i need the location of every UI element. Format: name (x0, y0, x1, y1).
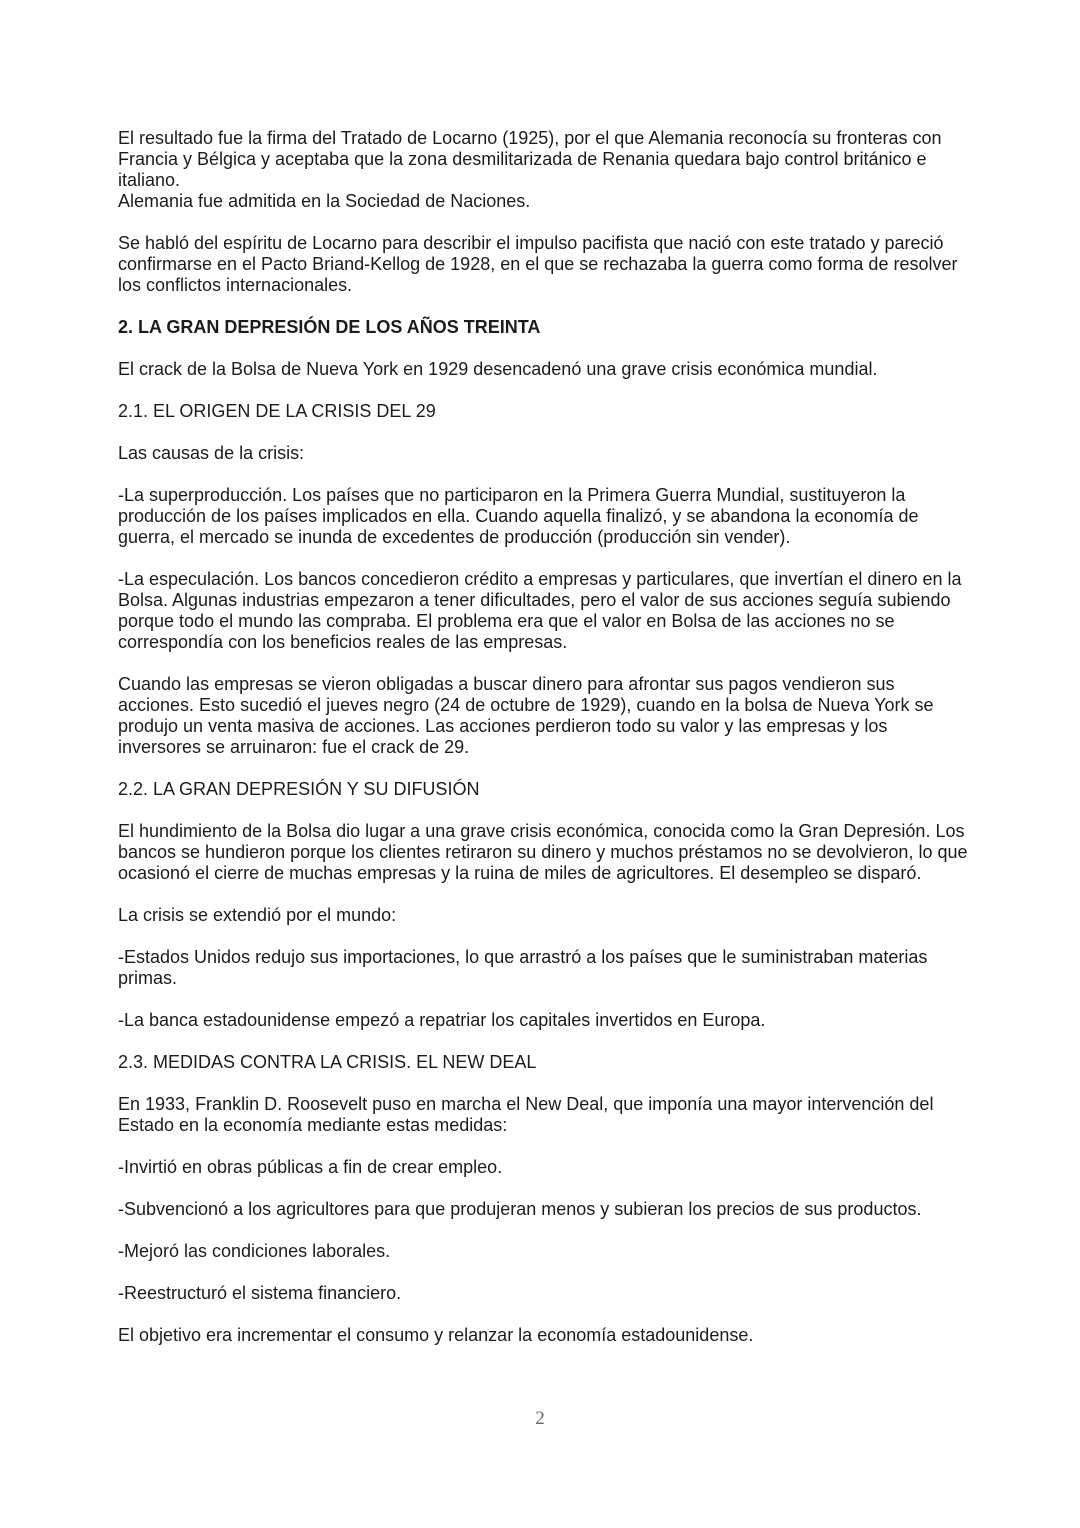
subsection-heading-origin: 2.1. EL ORIGEN DE LA CRISIS DEL 29 (118, 401, 436, 421)
paragraph-public-works: -Invirtió en obras públicas a fin de crear empleo. (118, 1157, 503, 1177)
paragraph-crack-intro: El crack de la Bolsa de Nueva York en 1929 desencadenó una grave crisis económica mundial. (118, 359, 878, 379)
paragraph-imports: -Estados Unidos redujo sus importaciones, lo que arrastró a los países que le suministraban materias primas. (118, 947, 928, 988)
document-page (118, 128, 968, 1367)
paragraph-black-thursday: Cuando las empresas se vieron obligadas a buscar dinero para afrontar sus pagos vendieron sus acciones. Esto sucedió el jueves negro (24 de octubre de 1929), cuando en la bolsa de Nueva York se produjo un venta masiva de acciones. Las acciones perdieron todo su valor y las empresas y los inversores se arruinaron: fue el crack de 29. (118, 674, 934, 757)
paragraph-roosevelt: En 1933, Franklin D. Roosevelt puso en marcha el New Deal, que imponía una mayor intervención del Estado en la economía mediante estas medidas: (118, 1094, 934, 1135)
paragraph-league-of-nations: Alemania fue admitida en la Sociedad de Naciones. (118, 191, 531, 211)
paragraph-farmers: -Subvencionó a los agricultores para que produjeran menos y subieran los precios de sus productos. (118, 1199, 922, 1219)
paragraph-locarno-spirit: Se habló del espíritu de Locarno para describir el impulso pacifista que nació con este tratado y pareció confirmarse en el Pacto Briand-Kellog de 1928, en el que se rechazaba la guerra como forma de resolver los conflictos internacionales. (118, 233, 958, 295)
subsection-heading-new-deal: 2.3. MEDIDAS CONTRA LA CRISIS. EL NEW DEAL (118, 1052, 537, 1072)
paragraph-labor: -Mejoró las condiciones laborales. (118, 1241, 391, 1261)
paragraph-locarno-treaty: El resultado fue la firma del Tratado de Locarno (1925), por el que Alemania reconocía su fronteras con Francia y Bélgica y aceptaba que la zona desmilitarizada de Renania quedara bajo control británico e italiano. (118, 128, 942, 190)
paragraph-capital-repatriation: -La banca estadounidense empezó a repatriar los capitales invertidos en Europa. (118, 1010, 766, 1030)
paragraph-spread-intro: La crisis se extendió por el mundo: (118, 905, 397, 925)
paragraph-causes-intro: Las causas de la crisis: (118, 443, 305, 463)
paragraph-financial: -Reestructuró el sistema financiero. (118, 1283, 402, 1303)
subsection-heading-diffusion: 2.2. LA GRAN DEPRESIÓN Y SU DIFUSIÓN (118, 779, 480, 799)
page-number: 2 (535, 1408, 545, 1429)
paragraph-collapse: El hundimiento de la Bolsa dio lugar a una grave crisis económica, conocida como la Gran Depresión. Los bancos se hundieron porque los clientes retiraron su dinero y muchos préstamos no se devolvieron, lo que ocasionó el cierre de muchas empresas y la ruina de miles de agricultores. El desempleo se disparó. (118, 821, 968, 883)
paragraph-objective: El objetivo era incrementar el consumo y relanzar la economía estadounidense. (118, 1325, 754, 1345)
section-heading-great-depression: 2. LA GRAN DEPRESIÓN DE LOS AÑOS TREINTA (118, 317, 541, 337)
paragraph-speculation: -La especulación. Los bancos concedieron crédito a empresas y particulares, que invertían el dinero en la Bolsa. Algunas industrias empezaron a tener dificultades, pero el valor de sus acciones seguía subiendo porque todo el mundo las compraba. El problema era que el valor en Bolsa de las acciones no se correspondía con los beneficios reales de las empresas. (118, 569, 962, 652)
paragraph-overproduction: -La superproducción. Los países que no participaron en la Primera Guerra Mundial, sustituyeron la producción de los países implicados en ella. Cuando aquella finalizó, y se abandona la economía de guerra, el mercado se inunda de excedentes de producción (producción sin vender). (118, 485, 919, 547)
